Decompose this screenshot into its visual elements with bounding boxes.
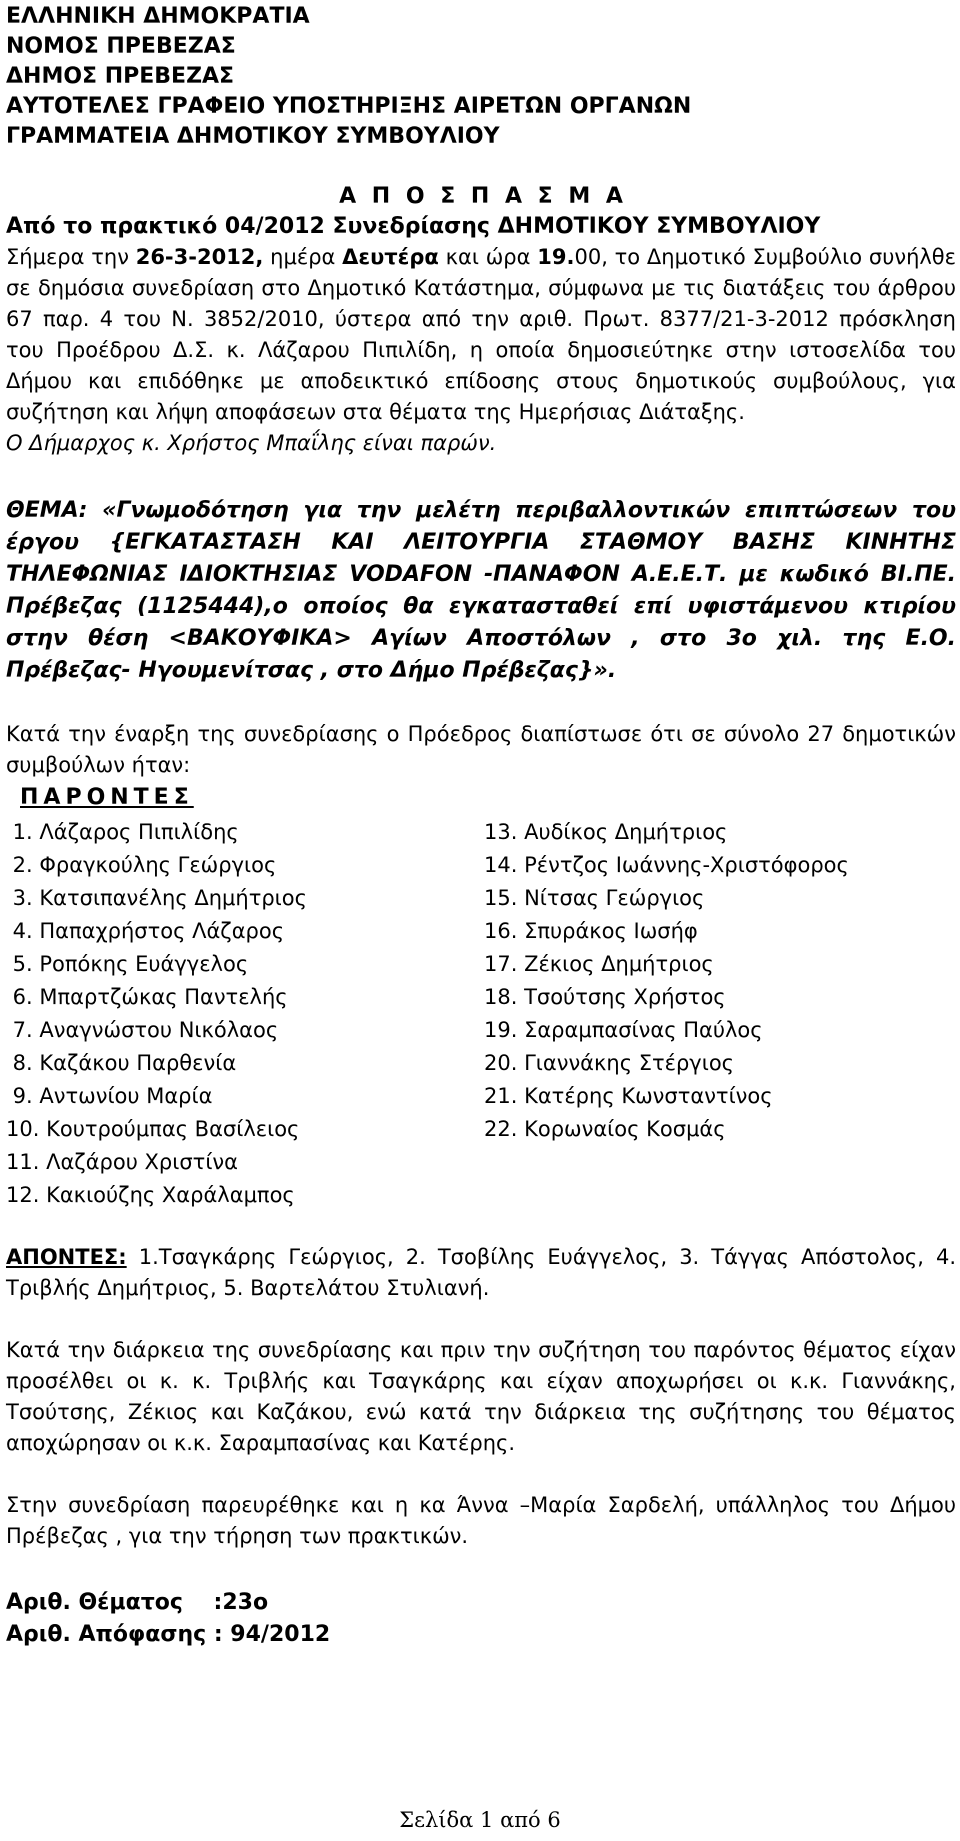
- absent-list: 1.Τσαγκάρης Γεώργιος, 2. Τσοβίλης Ευάγγελος, 3. Τάγγας Απόστολος, 4. Τριβλής Δημήτριος, 5. Βαρτελάτου Στυλιανή.: [6, 1245, 956, 1300]
- present-member: 17. Ζέκιος Δημήτριος: [484, 952, 714, 976]
- present-right-column: [484, 816, 954, 1212]
- minutes-line: Από το πρακτικό 04/2012 Συνεδρίασης ΔΗΜΟΤΙΚΟΥ ΣΥΜΒΟΥΛΙΟΥ: [6, 214, 821, 239]
- present-member: 18. Τσούτσης Χρήστος: [484, 985, 726, 1009]
- intro-text: Σήμερα την: [6, 245, 136, 269]
- present-member: 12. Κακιούζης Χαράλαμπος: [6, 1183, 295, 1207]
- document-title: Α Π Ο Σ Π Α Σ Μ Α: [339, 184, 623, 209]
- meeting-day: Δευτέρα: [342, 245, 439, 269]
- present-member: 14. Ρέντζος Ιωάννης-Χριστόφορος: [484, 853, 849, 877]
- present-member: 22. Κορωναίος Κοσμάς: [484, 1117, 726, 1141]
- header-line: ΑΥΤΟΤΕΛΕΣ ΓΡΑΦΕΙΟ ΥΠΟΣΤΗΡΙΞΗΣ ΑΙΡΕΤΩΝ ΟΡΓΑΝΩΝ: [6, 94, 692, 119]
- header-block: [6, 0, 956, 152]
- document-page: [6, 0, 956, 1651]
- present-member: 4. Παπαχρήστος Λάζαρος: [6, 919, 285, 943]
- secretary-paragraph: Στην συνεδρίαση παρευρέθηκε και η κα Άννα –Μαρία Σαρδελή, υπάλληλος του Δήμου Πρέβεζας , για την τήρηση των πρακτικών.: [6, 1493, 956, 1548]
- present-member: 16. Σπυράκος Ιωσήφ: [484, 919, 698, 943]
- header-line: ΕΛΛΗΝΙΚΗ ΔΗΜΟΚΡΑΤΙΑ: [6, 4, 310, 29]
- present-member: 10. Κουτρούμπας Βασίλειος: [6, 1117, 300, 1141]
- present-member: 20. Γιαννάκης Στέργιος: [484, 1051, 735, 1075]
- present-member: 1. Λάζαρος Πιπιλίδης: [6, 820, 239, 844]
- present-member: 3. Κατσιπανέλης Δημήτριος: [6, 886, 307, 910]
- topic-number: Αριθ. Θέματος :23ο: [6, 1590, 269, 1615]
- present-member: 8. Καζάκου Παρθενία: [6, 1051, 237, 1075]
- attendance-list: [6, 816, 956, 1212]
- intro-text: ημέρα: [263, 245, 343, 269]
- intro-paragraph: [6, 242, 956, 428]
- present-member: 15. Νίτσας Γεώργιος: [484, 886, 705, 910]
- mayor-line: Ο Δήμαρχος κ. Χρήστος Μπαΐλης είναι παρών.: [6, 431, 497, 455]
- present-member: 13. Αυδίκος Δημήτριος: [484, 820, 728, 844]
- absent-paragraph: [6, 1242, 956, 1304]
- present-member: 2. Φραγκούλης Γεώργιος: [6, 853, 277, 877]
- absent-label: ΑΠΟΝΤΕΣ:: [6, 1245, 127, 1269]
- present-member: 19. Σαραμπασίνας Παύλος: [484, 1018, 763, 1042]
- header-line: ΓΡΑΜΜΑΤΕΙΑ ΔΗΜΟΤΙΚΟΥ ΣΥΜΒΟΥΛΙΟΥ: [6, 124, 500, 149]
- intro-text: 00, το Δημοτικό Συμβούλιο συνήλθε σε δημόσια συνεδρίαση στο Δημοτικό Κατάστημα, σύμφωνα με τις διατάξεις του άρθρου 67 παρ. 4 του Ν. 3852/2010, ύστερα από την αριθ. Πρωτ. 8377/21-3-2012 πρόσκληση του Προέδρου Δ.Σ. κ. Λάζαρου Πιπιλίδη, η οποία δημοσιεύτηκε στην ιστοσελίδα του Δήμου και επιδόθηκε με αποδεικτικό επίδοσης στους δημοτικούς συμβούλους, για συζήτηση και λήψη αποφάσεων στα θέματα της Ημερήσιας Διάταξης.: [6, 245, 957, 424]
- present-member: 9. Αντωνίου Μαρία: [6, 1084, 213, 1108]
- during-paragraph: Κατά την διάρκεια της συνεδρίασης και πριν την συζήτηση του παρόντος θέματος είχαν προσέλθει οι κ. κ. Τριβλής και Τσαγκάρης και είχαν αποχωρήσει οι κ.κ. Γιαννάκης, Τσούτσης, Ζέκιος και Καζάκου, ενώ κατά την διάρκεια της συζήτησης του θέματος αποχώρησαν οι κ.κ. Σαραμπασίνας και Κατέρης.: [6, 1338, 956, 1455]
- present-member: 11. Λαζάρου Χριστίνα: [6, 1150, 239, 1174]
- decision-number: Αριθ. Απόφασης : 94/2012: [6, 1622, 331, 1647]
- present-member: 6. Μπαρτζώκας Παντελής: [6, 985, 288, 1009]
- page-footer: Σελίδα 1 από 6: [399, 1808, 561, 1832]
- meeting-date: 26-3-2012,: [135, 245, 264, 269]
- meeting-hour: 19.: [537, 245, 575, 269]
- present-member: 7. Αναγνώστου Νικόλαος: [6, 1018, 279, 1042]
- header-line: ΔΗΜΟΣ ΠΡΕΒΕΖΑΣ: [6, 64, 235, 89]
- present-title: ΠΑΡΟΝΤΕΣ: [20, 785, 194, 810]
- intro-text: και ώρα: [438, 245, 538, 269]
- numbers-block: [6, 1587, 956, 1651]
- quorum-text: Κατά την έναρξη της συνεδρίασης ο Πρόεδρος διαπίστωσε ότι σε σύνολο 27 δημοτικών συμβούλων ήταν:: [6, 722, 956, 777]
- header-line: ΝΟΜΟΣ ΠΡΕΒΕΖΑΣ: [6, 34, 236, 59]
- present-member: 21. Κατέρης Κωνσταντίνος: [484, 1084, 773, 1108]
- present-member: 5. Ροπόκης Ευάγγελος: [6, 952, 249, 976]
- present-left-column: [6, 816, 484, 1212]
- subject: ΘΕΜΑ: «Γνωμοδότηση για την μελέτη περιβαλλοντικών επιπτώσεων του έργου {ΕΓΚΑΤΑΣΤΑΣΗ ΚΑΙ ΛΕΙΤΟΥΡΓΙΑ ΣΤΑΘΜΟΥ ΒΑΣΗΣ ΚΙΝΗΤΗΣ ΤΗΛΕΦΩΝΙΑΣ ΙΔΙΟΚΤΗΣΙΑΣ VODAFON -ΠΑΝΑΦΟΝ Α.Ε.Ε.Τ. με κωδικό ΒΙ.ΠΕ. Πρέβεζας (1125444),ο οποίος θα εγκατασταθεί επί υφιστάμενου κτιρίου στην θέση <ΒΑΚΟΥΦΙΚΑ> Αγίων Αποστόλων , στο 3ο χιλ. της Ε.Ο. Πρέβεζας- Ηγουμενίτσας , στο Δήμο Πρέβεζας}».: [6, 498, 956, 683]
